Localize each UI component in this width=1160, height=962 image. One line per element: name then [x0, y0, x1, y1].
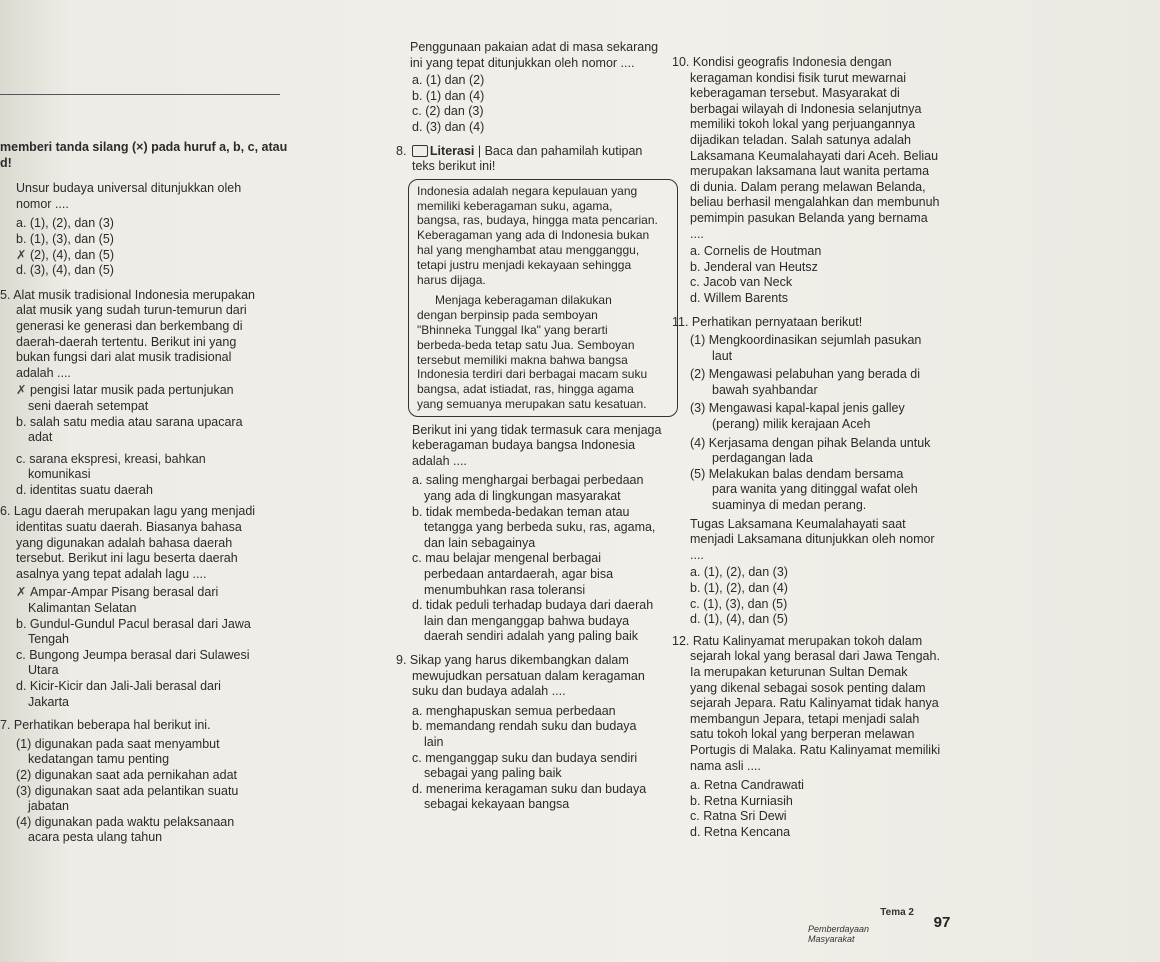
- q8-question: keberagaman budaya bangsa Indonesia: [412, 438, 636, 453]
- q10-option[interactable]: d. Willem Barents: [690, 290, 788, 305]
- q9-option-cont: sebagai kekayaan bangsa: [424, 797, 570, 812]
- q11-task: ....: [690, 547, 704, 562]
- q7-item-cont: acara pesta ulang tahun: [28, 830, 163, 845]
- q10-line: Laksamana Keumalahayati dari Aceh. Beliau: [690, 148, 939, 163]
- q5-option-cont: adat: [28, 430, 53, 445]
- q4-option[interactable]: a. (1), (2), dan (3): [16, 216, 114, 231]
- q12-line: sejarah lokal yang berasal dari Jawa Tengah.: [690, 649, 940, 664]
- q11-option[interactable]: d. (1), (4), dan (5): [690, 612, 788, 627]
- q9-option-cont: lain: [424, 734, 444, 749]
- q10-line: 10. Kondisi geografis Indonesia dengan: [672, 55, 892, 69]
- theme-title: Tema 2: [880, 907, 914, 918]
- q6-option[interactable]: c. Bungong Jeumpa berasal dari Sulawesi: [16, 647, 250, 662]
- q8-option-cont: tetangga yang berbeda suku, ras, agama,: [424, 520, 656, 535]
- box-line: Keberagaman yang ada di Indonesia bukan: [417, 228, 650, 243]
- q10-line: di dunia. Dalam perang melawan Belanda,: [690, 179, 926, 194]
- q11-item-cont: laut: [712, 348, 733, 363]
- q8-instruction-cont: teks berikut ini!: [412, 159, 496, 174]
- q10-line: merupakan laksamana laut wanita pertama: [690, 164, 930, 179]
- q5-line: generasi ke generasi dan berkembang di: [16, 318, 243, 333]
- q12-option[interactable]: c. Ratna Sri Dewi: [690, 809, 787, 824]
- q12-line: nama asli ....: [690, 758, 761, 773]
- q12-line: membangun Jepara, tetapi menjadi salah: [690, 711, 920, 726]
- q4-option-selected[interactable]: [0, 248, 292, 264]
- q11-option[interactable]: b. (1), (2), dan (4): [690, 581, 788, 595]
- q12-line: Ia merupakan keturunan Sultan Demak: [690, 664, 908, 679]
- q11-item: (2) Mengawasi pelabuhan yang berada di: [690, 367, 921, 382]
- q6-line: yang digunakan adalah bahasa daerah: [16, 535, 233, 550]
- q6-line: 6. Lagu daerah merupakan lagu yang menjadi: [0, 504, 256, 519]
- q10-option[interactable]: b. Jenderal van Heutsz: [690, 259, 818, 274]
- q5-option-selected[interactable]: [0, 383, 292, 399]
- q10-option[interactable]: a. Cornelis de Houtman: [690, 244, 822, 259]
- q10-line: memiliki tokoh lokal yang perjuangannya: [690, 117, 916, 132]
- q7-cont: Penggunaan pakaian adat di masa sekarang: [410, 40, 659, 54]
- box-line: yang semuanya merupakan satu kesatuan.: [417, 396, 647, 411]
- q5-line: daerah-daerah tertentu. Berikut ini yang: [16, 334, 237, 349]
- q11-option[interactable]: a. (1), (2), dan (3): [690, 565, 788, 580]
- q10-option[interactable]: c. Jacob van Neck: [690, 275, 793, 290]
- q8-option-cont: daerah sendiri adalah yang paling baik: [424, 629, 639, 644]
- q8-option[interactable]: d. tidak peduli terhadap budaya dari daerah: [412, 598, 654, 613]
- theme-subtitle: Pemberdayaan Masyarakat: [808, 924, 870, 944]
- q12-line: Portugis di Malaka. Ratu Kalinyamat memiliki: [690, 742, 941, 757]
- box-line: "Bhinneka Tunggal Ika" yang berarti: [417, 322, 608, 337]
- q7-option[interactable]: b. (1) dan (4): [412, 88, 485, 103]
- q5-line: adalah ....: [16, 365, 71, 380]
- q12-option[interactable]: a. Retna Candrawati: [690, 778, 804, 793]
- q11-item-cont: perdagangan lada: [712, 451, 813, 466]
- q6-option-text: Ampar-Ampar Pisang berasal dari: [30, 585, 219, 600]
- q7-item: (4) digunakan pada waktu pelaksanaan: [16, 814, 235, 829]
- q10-line: keberagaman tersebut. Masyarakat di: [690, 86, 900, 101]
- header-rule: [0, 94, 280, 95]
- q8-instruction: Baca dan pahamilah kutipan: [484, 143, 643, 158]
- cross-mark-icon: ✗: [16, 585, 27, 600]
- q8-option[interactable]: c. mau belajar mengenal berbagai: [412, 551, 602, 566]
- box-line: hal yang menghambat atau mengganggu,: [417, 242, 640, 257]
- q4-line: Unsur budaya universal ditunjukkan oleh: [16, 181, 242, 196]
- instruction-text: memberi tanda silang (×) pada huruf a, b, c, atau d!: [0, 140, 288, 170]
- literasi-text-box: [408, 179, 678, 417]
- left-column: [0, 140, 292, 846]
- q4-line: nomor ....: [16, 196, 69, 211]
- q4-option-text: (2), (4), dan (5): [30, 247, 115, 262]
- theme-label: [808, 905, 922, 944]
- q6-option-selected[interactable]: [0, 585, 292, 601]
- box-line: Menjaga keberagaman dilakukan: [435, 293, 612, 308]
- q12-option[interactable]: b. Retna Kurniasih: [690, 793, 793, 808]
- q11-task: Tugas Laksamana Keumalahayati saat: [690, 516, 906, 531]
- q8-option[interactable]: b. tidak membeda-bedakan teman atau: [412, 504, 630, 519]
- box-line: tetapi justru menjadi kekayaan sehingga: [417, 257, 632, 272]
- q5-option-cont: seni daerah setempat: [28, 398, 149, 413]
- q7-option[interactable]: d. (3) dan (4): [412, 119, 485, 134]
- q9-option-cont: sebagai yang paling baik: [424, 766, 562, 781]
- q6-line: asalnya yang tepat adalah lagu ....: [16, 566, 207, 581]
- q5-option[interactable]: c. sarana ekspresi, kreasi, bahkan: [16, 451, 206, 466]
- cross-mark-icon: ✗: [16, 247, 27, 262]
- q9-option[interactable]: a. menghapuskan semua perbedaan: [412, 703, 616, 718]
- q7-cont: ini yang tepat ditunjukkan oleh nomor ....: [410, 55, 635, 70]
- q11-item-cont: para wanita yang ditinggal wafat oleh: [712, 482, 918, 497]
- q10-line: pemimpin pasukan Belanda yang bernama: [690, 210, 928, 225]
- middle-column: [396, 40, 678, 813]
- q10-line: dijadikan teladan. Salah satunya adalah: [690, 132, 912, 147]
- box-line: berbeda-beda tetap satu Jua. Semboyan: [417, 337, 635, 352]
- box-line: bangsa, adat istiadat, ras, hingga agama: [417, 382, 634, 397]
- q11-option[interactable]: c. (1), (3), dan (5): [690, 596, 788, 611]
- q6-option-cont: Tengah: [28, 632, 70, 647]
- q9-option[interactable]: b. memandang rendah suku dan budaya: [412, 719, 637, 734]
- page-number: 97: [933, 914, 951, 931]
- q4-option[interactable]: d. (3), (4), dan (5): [16, 263, 114, 278]
- box-line: Indonesia adalah negara kepulauan yang: [417, 183, 638, 198]
- q6-option-cont: Utara: [28, 663, 59, 678]
- q8-question: adalah ....: [412, 453, 467, 468]
- q8-option-cont: perbedaan antardaerah, agar bisa: [424, 567, 614, 582]
- q11-item: (1) Mengkoordinasikan sejumlah pasukan: [690, 333, 922, 348]
- q5-option-text: pengisi latar musik pada pertunjukan: [30, 383, 234, 398]
- q11-item-cont: bawah syahbandar: [712, 382, 818, 397]
- q7-heading: 7. Perhatikan beberapa hal berikut ini.: [0, 718, 211, 733]
- q9-option[interactable]: c. menganggap suku dan budaya sendiri: [412, 750, 638, 765]
- right-column: [672, 55, 958, 841]
- q7-item: (3) digunakan saat ada pelantikan suatu: [16, 783, 239, 798]
- q8-option-cont: yang ada di lingkungan masyarakat: [424, 489, 621, 504]
- q10-line: berbagai wilayah di Indonesia selanjutnya: [690, 101, 922, 116]
- q12-line: yang dikenal sebagai sosok penting dalam: [690, 680, 926, 695]
- q7-option[interactable]: a. (1) dan (2): [412, 73, 485, 88]
- q6-option-cont: Jakarta: [28, 694, 69, 709]
- q4-option[interactable]: b. (1), (3), dan (5): [16, 231, 114, 246]
- q6-option-cont: Kalimantan Selatan: [28, 601, 137, 616]
- literasi-label: Literasi: [429, 143, 475, 158]
- q5-line: bukan fungsi dari alat musik tradisional: [16, 350, 232, 365]
- q11-item: (5) Melakukan balas dendam bersama: [690, 466, 904, 481]
- q5-option[interactable]: d. identitas suatu daerah: [16, 482, 153, 497]
- box-line: Indonesia terdiri dari berbagai macam suku: [417, 367, 648, 382]
- q8-option-cont: dan lain sebagainya: [424, 535, 536, 550]
- q11-task: menjadi Laksamana ditunjukkan oleh nomor: [690, 532, 935, 547]
- q6-line: identitas suatu daerah. Biasanya bahasa: [16, 520, 242, 535]
- q12-line: 12. Ratu Kalinyamat merupakan tokoh dalam: [672, 633, 923, 648]
- q12-line: sejarah Jepara. Ratu Kalinyamat tidak hanya: [690, 696, 939, 711]
- q7-item: (2) digunakan saat ada pernikahan adat: [16, 767, 237, 782]
- q10-line: ....: [690, 226, 704, 241]
- q7-option[interactable]: c. (2) dan (3): [412, 104, 484, 119]
- q5-line: 5. Alat musik tradisional Indonesia merupakan: [0, 287, 256, 302]
- q11-item-cont: (perang) milik kerajaan Aceh: [712, 417, 871, 432]
- q8-number: 8.: [396, 143, 407, 158]
- q5-line: alat musik yang sudah turun-temurun dari: [16, 303, 247, 318]
- q7-item-cont: jabatan: [28, 799, 70, 814]
- q6-option[interactable]: d. Kicir-Kicir dan Jali-Jali berasal dari: [16, 679, 221, 693]
- q12-option[interactable]: d. Retna Kencana: [690, 824, 791, 839]
- q9-option[interactable]: d. menerima keragaman suku dan budaya: [412, 781, 647, 796]
- q8-option[interactable]: a. saling menghargai berbagai perbedaan: [412, 473, 644, 488]
- q11-item-cont: suaminya di medan perang.: [712, 498, 867, 513]
- q5-option[interactable]: b. salah satu media atau sarana upacara: [16, 414, 243, 429]
- q8-option-cont: menumbuhkan rasa toleransi: [424, 582, 586, 597]
- q12-line: satu tokoh lokal yang berperan melawan: [690, 727, 915, 742]
- q10-line: beliau berhasil mengalahkan dan membunuh: [690, 195, 940, 210]
- box-line: harus dijaga.: [417, 272, 486, 287]
- q9-line: 9. Sikap yang harus dikembangkan dalam: [396, 653, 629, 668]
- q11-item: (3) Mengawasi kapal-kapal jenis galley: [690, 401, 905, 416]
- q5-option-cont: komunikasi: [28, 467, 91, 482]
- q6-line: tersebut. Berikut ini lagu beserta daerah: [16, 551, 238, 566]
- book-icon: [412, 145, 428, 157]
- box-line: tersebut memiliki makna bahwa bangsa: [417, 352, 628, 367]
- q8-heading: 8. Literasi | Baca dan pahamilah kutipan: [396, 143, 643, 158]
- q10-line: keragaman kondisi fisik turut mewarnai: [690, 70, 907, 85]
- q8-question: Berikut ini yang tidak termasuk cara menjaga: [412, 422, 662, 437]
- q9-line: suku dan budaya adalah ....: [412, 684, 566, 699]
- q8-option-cont: lain dan menganggap bahwa budaya: [424, 613, 630, 628]
- cross-mark-icon: ✗: [16, 383, 27, 398]
- q7-item-cont: kedatangan tamu penting: [28, 752, 170, 767]
- q11-heading: 11. Perhatikan pernyataan berikut!: [672, 314, 863, 329]
- q7-item: (1) digunakan pada saat menyambut: [16, 736, 220, 751]
- q11-item: (4) Kerjasama dengan pihak Belanda untuk: [690, 435, 931, 450]
- q9-line: mewujudkan persatuan dalam keragaman: [412, 668, 645, 683]
- box-line: dengan berpinsip pada semboyan: [417, 308, 598, 323]
- box-line: bangsa, ras, budaya, hingga mata pencarian.: [417, 213, 658, 228]
- q6-option[interactable]: b. Gundul-Gundul Pacul berasal dari Jawa: [16, 616, 251, 631]
- box-line: memiliki keberagaman suku, agama,: [417, 198, 613, 213]
